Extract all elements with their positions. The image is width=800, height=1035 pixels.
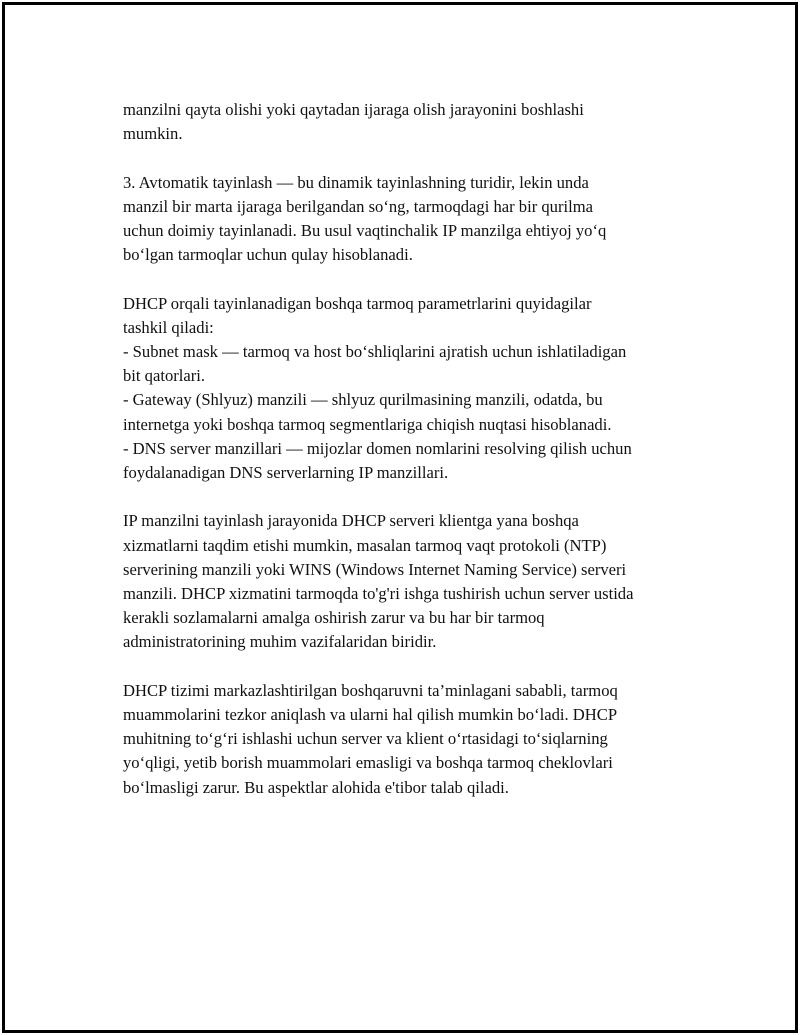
text-line: DHCP orqali tayinlanadigan boshqa tarmoq parametrlarini quyidagilar: [123, 293, 592, 313]
text-line: foydalanadigan DNS serverlarning IP manzillari.: [123, 463, 449, 483]
text-line: internetga yoki boshqa tarmoq segmentlariga chiqish nuqtasi hisoblanadi.: [123, 414, 612, 434]
text-line: manzilni qayta olishi yoki qaytadan ijaraga olish jarayonini boshlashi: [123, 100, 584, 119]
text-line: DHCP tizimi markazlashtirilgan boshqaruvni ta’minlagani sababli, tarmoq: [123, 680, 618, 700]
text-line: uchun doimiy tayinlanadi. Bu usul vaqtinchalik IP manzilga ehtiyoj yo‘q: [123, 221, 607, 240]
text-line: kerakli sozlamalarni amalga oshirish zarur va bu har bir tarmoq: [123, 608, 545, 628]
paragraph-automatic-assignment: [123, 171, 708, 268]
text-line: IP manzilni tayinlash jarayonida DHCP serveri klientga yana boshqa: [123, 511, 579, 531]
paragraph-lease-renewal: [123, 98, 708, 146]
text-line: muhitning to‘g‘ri ishlashi uchun server va klient o‘rtasidagi to‘siqlarning: [123, 729, 608, 749]
text-line: bo‘lgan tarmoqlar uchun qulay hisoblanadi.: [123, 245, 413, 265]
list-item-subnet-mask: - Subnet mask — tarmoq va host bo‘shliqlarini ajratish uchun ishlatiladigan: [123, 342, 627, 361]
paragraph-additional-services: [123, 509, 708, 654]
page-frame: [2, 2, 798, 1033]
text-line: serverining manzili yoki WINS (Windows Internet Naming Service) serveri: [123, 559, 627, 579]
text-line: manzil bir marta ijaraga berilgandan so‘ng, tarmoqdagi har bir qurilma: [123, 196, 593, 216]
text-line: manzili. DHCP xizmatini tarmoqda to'g'ri ishga tushirish uchun server ustida: [123, 584, 634, 604]
text-line: bit qatorlari.: [123, 366, 206, 386]
text-line: tashkil qiladi:: [123, 317, 214, 337]
text-line: administratorining muhim vazifalaridan biridir.: [123, 632, 437, 652]
document-body: [123, 98, 708, 824]
text-line: bo‘lmasligi zarur. Bu aspektlar alohida e'tibor talab qiladi.: [123, 777, 509, 797]
text-line: 3. Avtomatik tayinlash — bu dinamik tayinlashning turidir, lekin unda: [123, 172, 589, 192]
list-item-dns-servers: - DNS server manzillari — mijozlar domen nomlarini resolving qilish uchun: [123, 438, 632, 458]
text-line: muammolarini tezkor aniqlash va ularni hal qilish mumkin bo‘ladi. DHCP: [123, 705, 618, 725]
paragraph-centralized-management: [123, 679, 708, 800]
text-line: xizmatlarni taqdim etishi mumkin, masalan tarmoq vaqt protokoli (NTP): [123, 535, 607, 555]
paragraph-network-parameters: [123, 292, 708, 486]
text-line: mumkin.: [123, 124, 183, 144]
list-item-gateway: - Gateway (Shlyuz) manzili — shlyuz qurilmasining manzili, odatda, bu: [123, 390, 603, 410]
text-line: yo‘qligi, yetib borish muammolari emasligi va boshqa tarmoq cheklovlari: [123, 753, 613, 773]
